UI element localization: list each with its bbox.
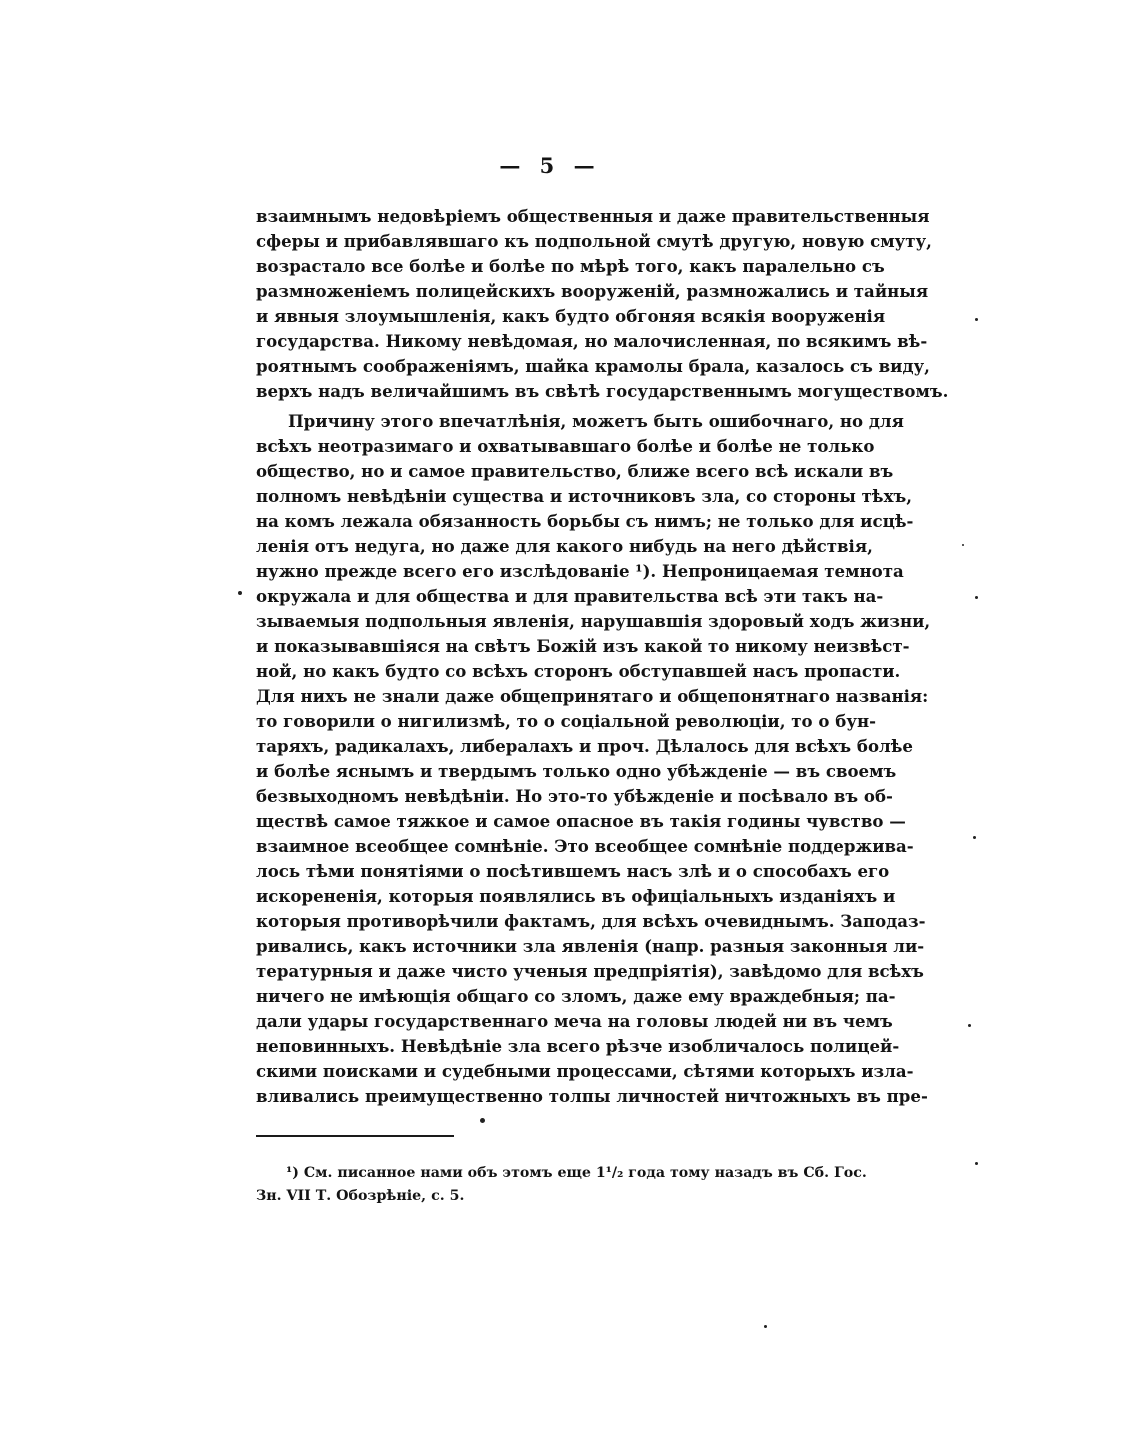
footnote-rule <box>256 1135 454 1137</box>
text-line: ничего не имѣющія общаго со зломъ, даже ему враждебныя; па- <box>256 986 896 1006</box>
text-line: верхъ надъ величайшимъ въ свѣтѣ государственнымъ могуществомъ. <box>256 381 949 401</box>
scan-speck <box>973 836 976 839</box>
text-line: и болѣе яснымъ и твердымъ только одно убѣжденіе — въ своемъ <box>256 761 897 781</box>
scan-speck <box>975 1162 978 1165</box>
text-line: нужно прежде всего его изслѣдованіе ¹). Непроницаемая темнота <box>256 561 904 581</box>
scan-speck <box>962 544 964 546</box>
text-line: ленія отъ недуга, но даже для какого нибудь на него дѣйствія, <box>256 536 873 556</box>
text-line: всѣхъ неотразимаго и охватывавшаго болѣе и болѣе не только <box>256 436 875 456</box>
footnote-text: См. писанное нами объ этомъ еще 1¹/₂ года тому назадъ въ Сб. Гос. <box>303 1165 867 1181</box>
footnote-marker: ¹) <box>286 1165 299 1181</box>
scan-speck <box>764 1325 767 1328</box>
scan-speck <box>975 318 978 321</box>
text-line: неповинныхъ. Невѣдѣніе зла всего рѣзче изобличалось полицей- <box>256 1036 900 1056</box>
text-line: окружала и для общества и для правительства всѣ эти такъ на- <box>256 586 884 606</box>
text-line: дали удары государственнаго меча на головы людей ни въ чемъ <box>256 1011 893 1031</box>
text-line: ривались, какъ источники зла явленія (напр. разныя законныя ли- <box>256 936 925 956</box>
scan-speck <box>975 596 978 599</box>
text-line: полномъ невѣдѣніи существа и источниковъ зла, со стороны тѣхъ, <box>256 486 912 506</box>
text-line: таряхъ, радикалахъ, либералахъ и проч. Дѣлалось для всѣхъ болѣе <box>256 736 913 756</box>
text-line: Для нихъ не знали даже общепринятаго и общепонятнаго названія: <box>256 686 929 706</box>
text-line: размноженіемъ полицейскихъ вооруженій, размножались и тайныя <box>256 281 929 301</box>
text-line: скими поисками и судебными процессами, сѣтями которыхъ изла- <box>256 1061 914 1081</box>
paragraph-2 <box>256 409 931 1109</box>
scan-speck <box>968 1024 971 1027</box>
text-line: которыя противорѣчили фактамъ, для всѣхъ очевиднымъ. Заподаз- <box>256 911 926 931</box>
text-line: возрастало все болѣе и болѣе по мѣрѣ того, какъ паралельно съ <box>256 256 885 276</box>
footnote-line: Зн. VII Т. Обозрѣніе, с. 5. <box>256 1188 465 1204</box>
text-line: и явныя злоумышленія, какъ будто обгоняя всякія вооруженія <box>256 306 886 326</box>
paragraph-1 <box>256 204 949 404</box>
text-line: ной, но какъ будто со всѣхъ сторонъ обступавшей насъ пропасти. <box>256 661 901 681</box>
body-text <box>256 204 949 1109</box>
scan-speck <box>238 591 242 595</box>
text-line: вливались преимущественно толпы личностей ничтожныхъ въ пре- <box>256 1086 928 1106</box>
text-line: Причину этого впечатлѣнія, можетъ быть ошибочнаго, но для <box>288 411 904 431</box>
text-line: взаимное всеобщее сомнѣніе. Это всеобщее сомнѣніе поддержива- <box>256 836 914 856</box>
text-line: зываемыя подпольныя явленія, нарушавшія здоровый ходъ жизни, <box>256 611 931 631</box>
text-line: то говорили о нигилизмѣ, то о соціальной революціи, то о бун- <box>256 711 876 731</box>
text-line: общество, но и самое правительство, ближе всего всѣ искали въ <box>256 461 894 481</box>
text-line: ществѣ самое тяжкое и самое опасное въ такія годины чувство — <box>256 811 906 831</box>
footnote-line <box>256 1162 867 1185</box>
text-line: сферы и прибавлявшаго къ подпольной смутѣ другую, новую смуту, <box>256 231 932 251</box>
footnote <box>256 1162 867 1208</box>
text-line: роятнымъ соображеніямъ, шайка крамолы брала, казалось съ виду, <box>256 356 930 376</box>
scan-speck <box>480 1118 485 1123</box>
text-line: тературныя и даже чисто ученыя предпріятія), завѣдомо для всѣхъ <box>256 961 924 981</box>
text-line: взаимнымъ недовѣріемъ общественныя и даже правительственныя <box>256 206 930 226</box>
page-number: — 5 — <box>499 153 601 178</box>
text-line: на комъ лежала обязанность борьбы съ нимъ; не только для исцѣ- <box>256 511 914 531</box>
text-line: государства. Никому невѣдомая, но малочисленная, по всякимъ вѣ- <box>256 331 928 351</box>
text-line: и показывавшіяся на свѣтъ Божій изъ какой то никому неизвѣст- <box>256 636 910 656</box>
text-line: искорененія, которыя появлялись въ офиціальныхъ изданіяхъ и <box>256 886 896 906</box>
text-line: лось тѣми понятіями о посѣтившемъ насъ злѣ и о способахъ его <box>256 861 890 881</box>
text-line: безвыходномъ невѣдѣніи. Но это-то убѣжденіе и посѣвало въ об- <box>256 786 893 806</box>
